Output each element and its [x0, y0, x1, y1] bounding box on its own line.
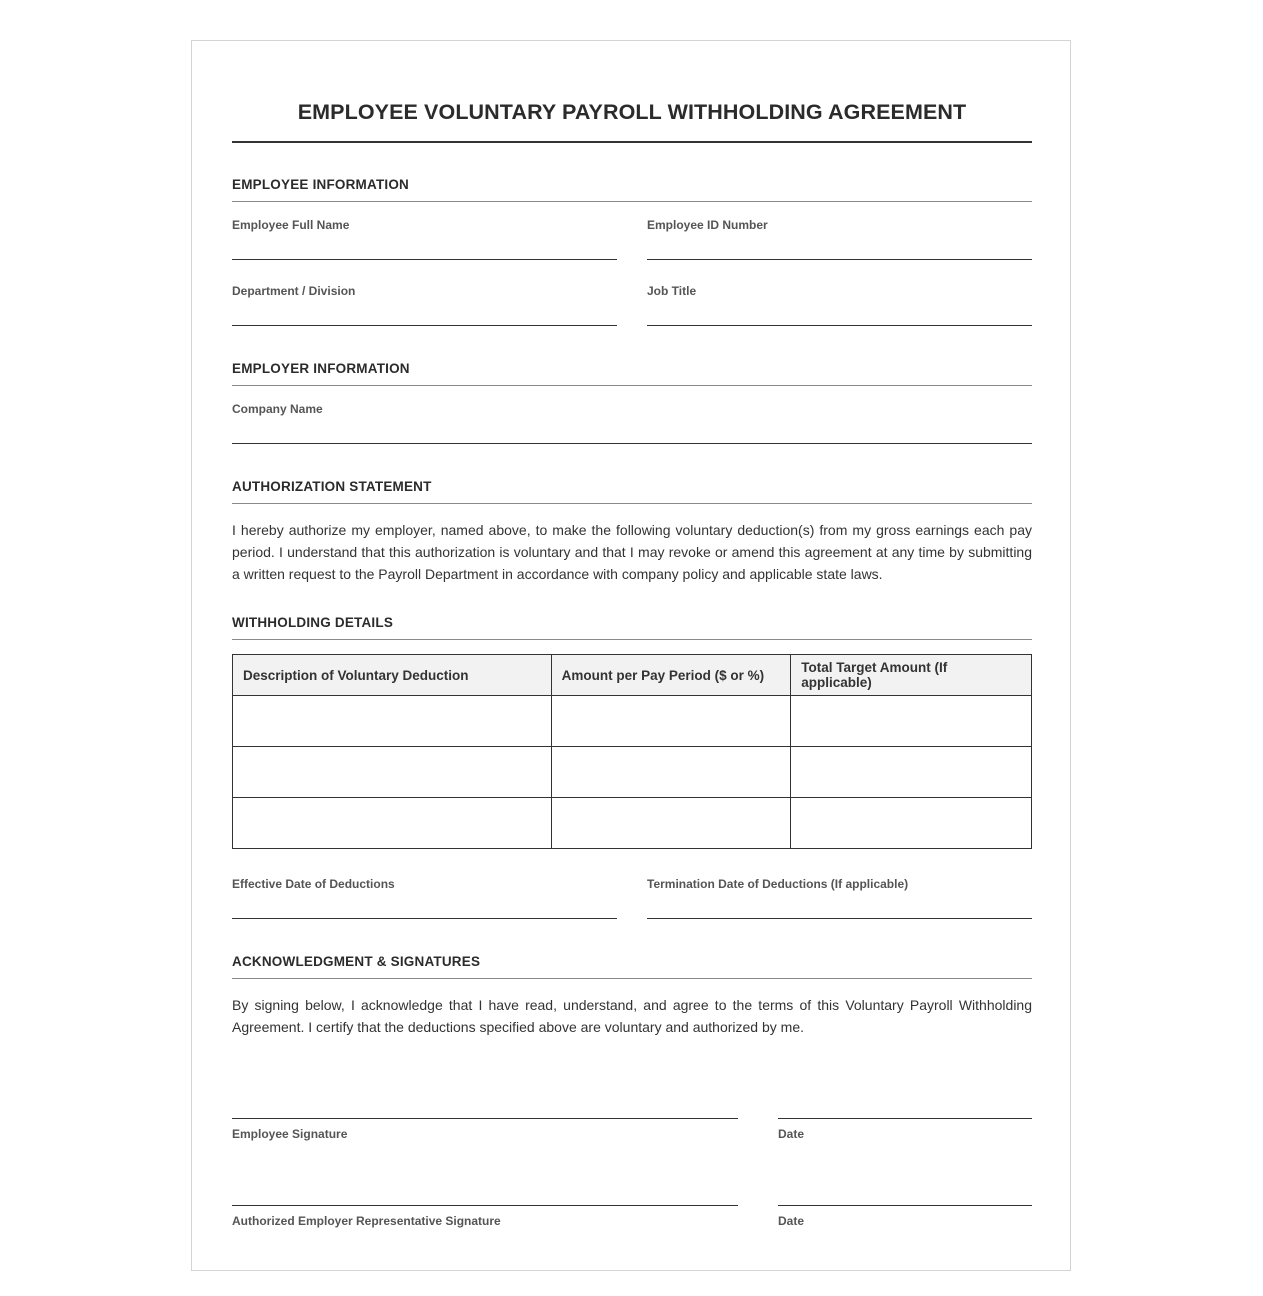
employee-full-name-line[interactable]: [232, 259, 617, 260]
column-header-amount: Amount per Pay Period ($ or %): [551, 655, 791, 696]
authorization-text: I hereby authorize my employer, named above, to make the following voluntary deduction(s) from my gross earnings each pay period. I understand that this authorization is voluntary and that I may revoke or amend this agreement at any time by submitting a written request to the Payroll Department in accordance with company policy and applicable state laws.: [232, 522, 1032, 582]
acknowledgment-text: By signing below, I acknowledge that I have read, understand, and agree to the terms of this Voluntary Payroll Withholding Agreement. I certify that the deductions specified above are voluntary and authorized by me.: [232, 997, 1032, 1035]
company-name-field[interactable]: [232, 402, 1032, 444]
job-title-label: Job Title: [647, 284, 697, 298]
total-target-cell[interactable]: [791, 696, 1032, 747]
termination-date-line[interactable]: [647, 918, 1032, 919]
termination-date-field[interactable]: [647, 877, 1032, 919]
table-row: [233, 747, 1032, 798]
job-title-line[interactable]: [647, 325, 1032, 326]
amount-cell[interactable]: [551, 696, 791, 747]
department-field[interactable]: [232, 284, 617, 326]
total-target-cell[interactable]: [791, 798, 1032, 849]
employee-signature-label: Employee Signature: [232, 1127, 348, 1141]
withholding-heading: WITHHOLDING DETAILS: [232, 615, 1032, 640]
document-page: [191, 40, 1071, 1271]
department-label: Department / Division: [232, 284, 356, 298]
authorization-heading: AUTHORIZATION STATEMENT: [232, 479, 1032, 504]
effective-date-line[interactable]: [232, 918, 617, 919]
title-divider: [232, 141, 1032, 143]
description-cell[interactable]: [233, 747, 552, 798]
employee-date-block[interactable]: [778, 1118, 1032, 1141]
employee-id-field[interactable]: [647, 218, 1032, 260]
table-row: [233, 696, 1032, 747]
employer-signature-line[interactable]: [232, 1205, 738, 1206]
department-line[interactable]: [232, 325, 617, 326]
table-row: [233, 798, 1032, 849]
job-title-field[interactable]: [647, 284, 1032, 326]
employee-full-name-field[interactable]: [232, 218, 617, 260]
company-name-label: Company Name: [232, 402, 323, 416]
employer-date-label: Date: [778, 1214, 805, 1228]
employer-signature-label: Authorized Employer Representative Signature: [232, 1214, 501, 1228]
employer-info-heading: EMPLOYER INFORMATION: [232, 361, 1032, 386]
employer-date-line[interactable]: [778, 1205, 1032, 1206]
employee-date-label: Date: [778, 1127, 805, 1141]
withholding-table: [232, 654, 1032, 849]
employee-date-line[interactable]: [778, 1118, 1032, 1119]
employee-id-line[interactable]: [647, 259, 1032, 260]
employer-signature-block[interactable]: [232, 1205, 738, 1228]
termination-date-label: Termination Date of Deductions (If applicable): [647, 877, 909, 891]
column-header-description: Description of Voluntary Deduction: [233, 655, 552, 696]
company-name-line[interactable]: [232, 443, 1032, 444]
document-title: EMPLOYEE VOLUNTARY PAYROLL WITHHOLDING AGREEMENT: [297, 100, 967, 124]
employee-signature-block[interactable]: [232, 1118, 738, 1141]
effective-date-field[interactable]: [232, 877, 617, 919]
description-cell[interactable]: [233, 696, 552, 747]
employee-id-label: Employee ID Number: [647, 218, 768, 232]
employee-info-heading: EMPLOYEE INFORMATION: [232, 177, 1032, 202]
effective-date-label: Effective Date of Deductions: [232, 877, 395, 891]
description-cell[interactable]: [233, 798, 552, 849]
total-target-cell[interactable]: [791, 747, 1032, 798]
column-header-total-target: Total Target Amount (If applicable): [791, 655, 1032, 696]
amount-cell[interactable]: [551, 798, 791, 849]
table-header-row: [233, 655, 1032, 696]
acknowledgment-heading: ACKNOWLEDGMENT & SIGNATURES: [232, 954, 1032, 979]
employer-date-block[interactable]: [778, 1205, 1032, 1228]
amount-cell[interactable]: [551, 747, 791, 798]
employee-signature-line[interactable]: [232, 1118, 738, 1119]
employee-full-name-label: Employee Full Name: [232, 218, 350, 232]
